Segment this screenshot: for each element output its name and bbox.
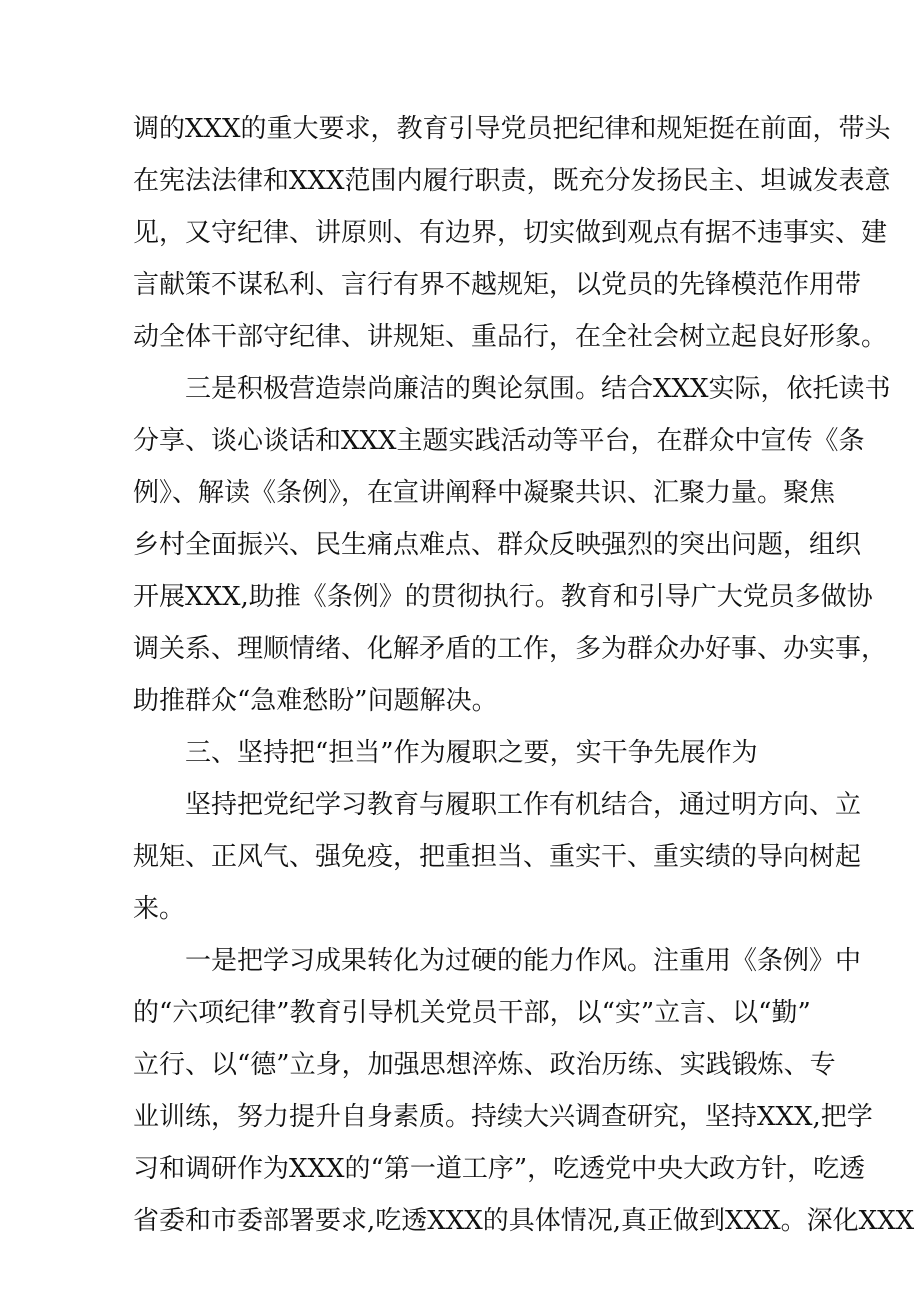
section-heading: 三、坚持把“担当”作为履职之要，实干争先展作为: [185, 738, 758, 768]
text-line: 一是把学习成果转化为过硬的能力作风。注重用《条例》中: [185, 946, 862, 976]
text-line: 调关系、理顺情绪、化解矛盾的工作，多为群众办好事、办实事，: [133, 634, 888, 664]
text-line: 业训练，努力提升自身素质。持续大兴调查研究，坚持XXX,把学: [133, 1102, 873, 1132]
text-line: 坚持把党纪学习教育与履职工作有机结合，通过明方向、立: [185, 790, 862, 820]
text-line: 分享、谈心谈话和XXX主题实践活动等平台，在群众中宣传《条: [133, 426, 865, 456]
text-line: 在宪法法律和XXX范围内履行职责，既充分发扬民主、坦诚发表意: [133, 166, 891, 196]
text-line: 动全体干部守纪律、讲规矩、重品行，在全社会树立起良好形象。: [133, 322, 888, 352]
text-line: 三是积极营造崇尚廉洁的舆论氛围。结合XXX实际，依托读书: [185, 374, 891, 404]
text-line: 见，又守纪律、讲原则、有边界，切实做到观点有据不违事实、建: [133, 218, 888, 248]
text-line: 立行、以“德”立身，加强思想淬炼、政治历练、实践锻炼、专: [133, 1050, 836, 1080]
text-line: 例》、解读《条例》，在宣讲阐释中凝聚共识、汇聚力量。聚焦: [133, 478, 836, 508]
text-line: 习和调研作为XXX的“第一道工序”，吃透党中央大政方针，吃透: [133, 1154, 866, 1184]
text-line: 省委和市委部署要求,吃透XXX的具体情况,真正做到XXX。深化XXX: [133, 1206, 915, 1236]
text-line: 开展XXX,助推《条例》的贯彻执行。教育和引导广大党员多做协: [133, 582, 873, 612]
text-line: 言献策不谋私利、言行有界不越规矩，以党员的先锋模范作用带: [133, 270, 862, 300]
text-line: 调的XXX的重大要求，教育引导党员把纪律和规矩挺在前面，带头: [133, 114, 891, 144]
text-line: 的“六项纪律”教育引导机关党员干部，以“实”立言、以“勤”: [133, 998, 811, 1028]
text-line: 乡村全面振兴、民生痛点难点、群众反映强烈的突出问题，组织: [133, 530, 862, 560]
text-line: 规矩、正风气、强免疫，把重担当、重实干、重实绩的导向树起: [133, 842, 862, 872]
text-line: 助推群众“急难愁盼”问题解决。: [133, 686, 498, 716]
text-line: 来。: [133, 894, 186, 924]
